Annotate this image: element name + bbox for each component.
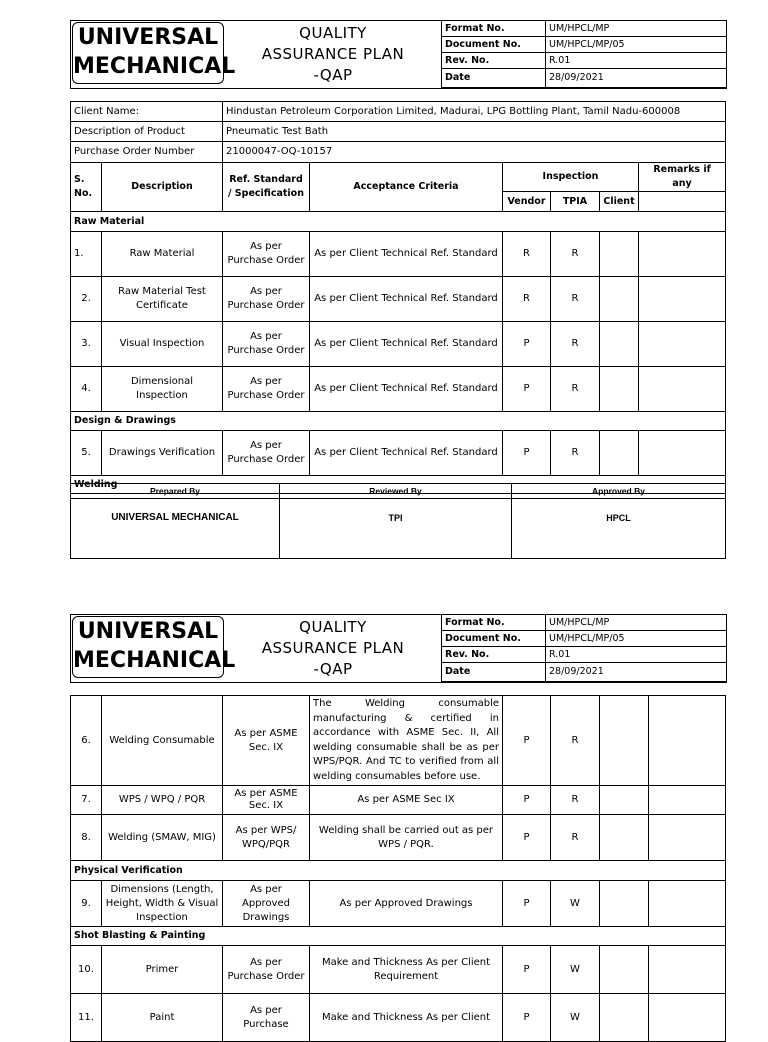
row-criteria: As per Client Technical Ref. Standard [310,322,503,367]
row-client [600,277,639,322]
row-tpia: R [551,232,600,277]
row-remarks [639,277,726,322]
row-description: Paint [102,994,223,1042]
document-title-line2: ASSURANCE PLAN [261,45,405,63]
table-row [71,322,726,367]
row-no: 10. [71,946,102,994]
row-vendor: P [503,322,551,367]
table-row [71,786,726,815]
approved-by-value: HPCL [512,499,726,559]
product-label: Description of Product [71,122,223,142]
row-vendor: P [503,881,551,927]
row-client [600,994,649,1042]
row-remarks [639,431,726,476]
row-ref: As per Purchase Order [223,367,310,412]
row-ref: As per Purchase Order [223,431,310,476]
row-description: Raw Material Test Certificate [102,277,223,322]
rev-no-label: Rev. No. [442,53,546,69]
row-tpia: R [551,815,600,861]
row-vendor: P [503,786,551,815]
row-client [600,367,639,412]
row-remarks [639,367,726,412]
company-logo-line2: MECHANICAL [73,54,236,79]
date-label: Date [442,69,546,88]
col-sno: S. No. [71,163,102,212]
row-client [600,322,639,367]
company-logo-line1: UNIVERSAL [77,619,219,644]
reviewed-by-label: Reviewed By [280,484,512,499]
col-ref-standard: Ref. Standard / Specification [223,163,310,212]
row-criteria: The Welding consumable manufacturing & certified in accordance with ASME Sec. II, All welding consumable shall be as per WPS/PQR. And TC to verified from all welding consumables before use. [310,696,503,786]
section-raw-material: Raw Material [71,212,726,232]
document-meta-table [441,20,727,88]
col-description: Description [102,163,223,212]
document-no-value: UM/HPCL/MP/05 [546,631,727,647]
document-title [226,617,440,680]
row-tpia: R [551,696,600,786]
col-vendor: Vendor [503,192,551,212]
row-vendor: P [503,367,551,412]
company-logo-line1: UNIVERSAL [77,25,219,50]
qap-table-page-1 [70,101,726,494]
row-description: Visual Inspection [102,322,223,367]
row-description: Dimensions (Length, Height, Width & Visual Inspection [102,881,223,927]
row-description: Drawings Verification [102,431,223,476]
row-remarks [649,815,726,861]
row-criteria: As per ASME Sec IX [310,786,503,815]
table-row [71,431,726,476]
po-value: 21000047-OQ-10157 [223,142,726,163]
date-label: Date [442,663,546,682]
row-no: 6. [71,696,102,786]
row-description: Raw Material [102,232,223,277]
remarks-blank [639,192,726,212]
row-criteria: As per Client Technical Ref. Standard [310,431,503,476]
row-ref: As per Purchase Order [223,232,310,277]
row-no: 4. [71,367,102,412]
row-vendor: P [503,994,551,1042]
row-vendor: P [503,431,551,476]
row-description: Primer [102,946,223,994]
row-tpia: W [551,881,600,927]
row-no: 1. [71,232,102,277]
row-client [600,946,649,994]
document-meta-table [441,614,727,682]
row-ref: As per Purchase Order [223,322,310,367]
col-acceptance-criteria: Acceptance Criteria [310,163,503,212]
document-no-value: UM/HPCL/MP/05 [546,37,727,53]
row-ref: As per ASME Sec. IX [223,786,310,815]
table-row [71,881,726,927]
row-client [600,881,649,927]
product-value: Pneumatic Test Bath [223,122,726,142]
table-row [71,232,726,277]
row-criteria: As per Client Technical Ref. Standard [310,277,503,322]
row-ref: As per Approved Drawings [223,881,310,927]
format-no-value: UM/HPCL/MP [546,21,727,37]
rev-no-value: R.01 [546,647,727,663]
table-row [71,994,726,1042]
section-welding: Welding [71,476,726,494]
row-criteria: Welding shall be carried out as per WPS / PQR. [310,815,503,861]
col-remarks: Remarks if any [639,163,726,192]
row-description: Dimensional Inspection [102,367,223,412]
row-ref: As per Purchase Order [223,277,310,322]
document-title-line1: QUALITY [299,24,367,42]
document-title-line2: ASSURANCE PLAN [261,639,405,657]
row-criteria: As per Client Technical Ref. Standard [310,367,503,412]
col-client: Client [600,192,639,212]
row-remarks [639,232,726,277]
row-client [600,431,639,476]
document-title-line1: QUALITY [299,618,367,636]
table-row [71,367,726,412]
format-no-label: Format No. [442,21,546,37]
document-title-line3: -QAP [313,66,353,84]
row-remarks [649,994,726,1042]
document-title [226,23,440,86]
row-no: 11. [71,994,102,1042]
client-name-label: Client Name: [71,102,223,122]
row-criteria: As per Approved Drawings [310,881,503,927]
row-tpia: W [551,994,600,1042]
row-client [600,786,649,815]
row-ref: As per WPS/ WPQ/PQR [223,815,310,861]
row-vendor: R [503,277,551,322]
qap-table-page-2 [70,695,726,1042]
row-description: Welding (SMAW, MIG) [102,815,223,861]
row-tpia: R [551,431,600,476]
row-client [600,696,649,786]
document-title-line3: -QAP [313,660,353,678]
row-no: 5. [71,431,102,476]
section-design-drawings: Design & Drawings [71,412,726,431]
format-no-label: Format No. [442,615,546,631]
reviewed-by-value: TPI [280,499,512,559]
row-description: Welding Consumable [102,696,223,786]
row-description: WPS / WPQ / PQR [102,786,223,815]
document-no-label: Document No. [442,631,546,647]
document-no-label: Document No. [442,37,546,53]
row-ref: As per Purchase [223,994,310,1042]
approved-by-label: Approved By [512,484,726,499]
row-ref: As per Purchase Order [223,946,310,994]
row-remarks [649,696,726,786]
row-criteria: Make and Thickness As per Client Requirement [310,946,503,994]
table-row [71,946,726,994]
section-physical-verification: Physical Verification [71,861,726,881]
table-row [71,696,726,786]
row-no: 9. [71,881,102,927]
row-criteria: As per Client Technical Ref. Standard [310,232,503,277]
rev-no-value: R.01 [546,53,727,69]
col-tpia: TPIA [551,192,600,212]
company-logo [72,616,236,678]
row-remarks [639,322,726,367]
signature-table [70,483,726,559]
row-tpia: R [551,322,600,367]
row-no: 3. [71,322,102,367]
row-vendor: P [503,946,551,994]
row-remarks [649,786,726,815]
format-no-value: UM/HPCL/MP [546,615,727,631]
row-no: 2. [71,277,102,322]
row-tpia: R [551,277,600,322]
col-inspection: Inspection [503,163,639,192]
client-name-value: Hindustan Petroleum Corporation Limited, Madurai, LPG Bottling Plant, Tamil Nadu-600008 [223,102,726,122]
date-value: 28/09/2021 [546,69,727,88]
prepared-by-value: UNIVERSAL MECHANICAL [71,499,280,559]
row-vendor: P [503,815,551,861]
prepared-by-label: Prepared By [71,484,280,499]
company-logo [72,22,236,84]
section-shot-blasting-painting: Shot Blasting & Painting [71,927,726,946]
row-remarks [649,946,726,994]
row-no: 7. [71,786,102,815]
row-vendor: P [503,696,551,786]
row-vendor: R [503,232,551,277]
date-value: 28/09/2021 [546,663,727,682]
row-remarks [649,881,726,927]
row-no: 8. [71,815,102,861]
table-row [71,277,726,322]
row-client [600,815,649,861]
row-tpia: W [551,946,600,994]
row-tpia: R [551,367,600,412]
rev-no-label: Rev. No. [442,647,546,663]
table-row [71,815,726,861]
row-client [600,232,639,277]
row-tpia: R [551,786,600,815]
row-ref: As per ASME Sec. IX [223,696,310,786]
po-label: Purchase Order Number [71,142,223,163]
row-criteria: Make and Thickness As per Client [310,994,503,1042]
company-logo-line2: MECHANICAL [73,648,236,673]
